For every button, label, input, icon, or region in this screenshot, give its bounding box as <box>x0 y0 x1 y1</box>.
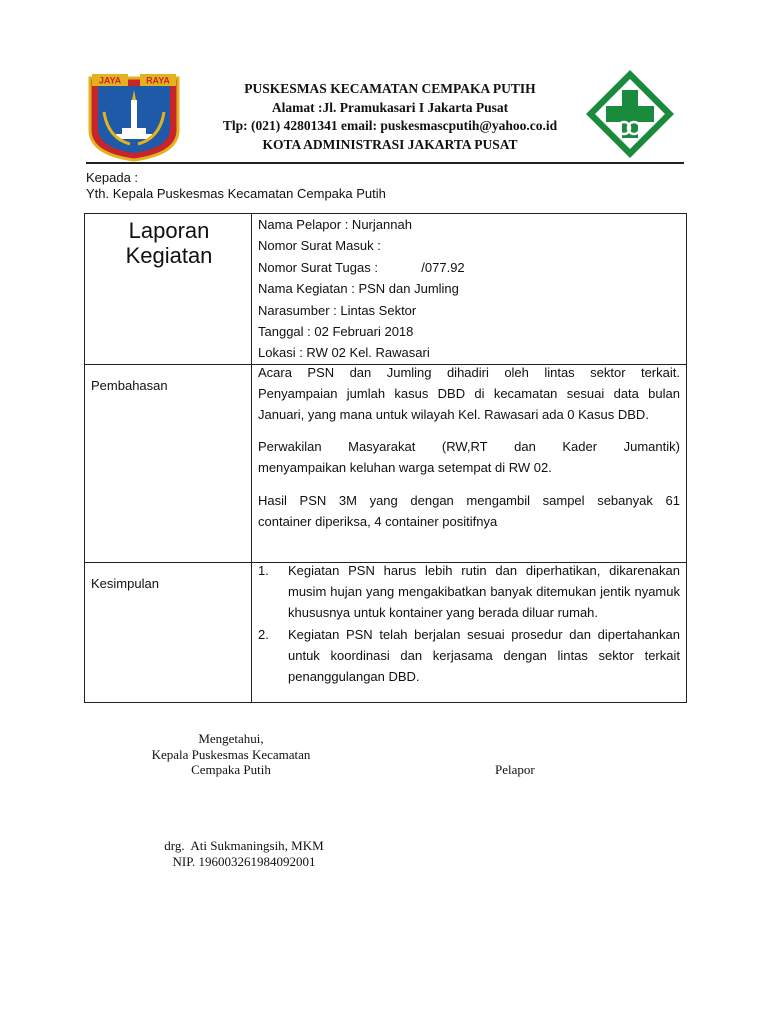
approver-nip: NIP. 196003261984092001 <box>172 853 316 869</box>
addressee-label: Kepada : <box>86 170 139 185</box>
word: 61 <box>665 493 680 508</box>
report-title-line1: Laporan <box>128 218 210 243</box>
info-assignment-letter: Nomor Surat Tugas : /077.92 <box>258 259 465 275</box>
addressee <box>86 170 386 202</box>
list-item-number: 2. <box>258 626 269 642</box>
justified-line <box>258 490 680 511</box>
word: 3M <box>338 493 357 508</box>
letterhead-city: KOTA ADMINISTRASI JAKARTA PUSAT <box>262 136 518 152</box>
word: PSN <box>307 365 335 380</box>
logo-text-raya: RAYA <box>146 75 170 86</box>
word: sektor <box>590 365 626 380</box>
list-item-text: Kegiatan PSN telah berjalan sesuai prosedur dan dipertahankan untuk koordinasi dan kerjasama dengan lintas sektor terkait penanggulangan DBD. <box>288 626 680 685</box>
justified-line <box>258 362 680 383</box>
info-incoming-letter: Nomor Surat Masuk : <box>258 238 381 254</box>
word: sebanyak <box>597 493 653 508</box>
paragraph-text: container diperiksa, 4 container positifnya <box>258 514 498 529</box>
info-speaker: Narasumber : Lintas Sektor <box>258 302 417 318</box>
paragraph-text: Penyampaian jumlah kasus DBD di kecamatan sesuai data bulan Januari, yang mana untuk wilayah Kel. Rawasari ada 0 Kasus DBD. <box>258 386 680 422</box>
header-divider <box>86 162 684 164</box>
jakarta-emblem-logo <box>86 72 182 162</box>
letterhead-address: Alamat :Jl. Pramukasari I Jakarta Pusat <box>271 99 509 115</box>
report-info <box>258 214 465 364</box>
word: dihadiri <box>446 365 489 380</box>
report-title <box>99 218 239 268</box>
word: lintas <box>544 365 575 380</box>
info-location: Lokasi : RW 02 Kel. Rawasari <box>258 345 430 361</box>
word: Acara <box>258 365 292 380</box>
info-activity-name: Nama Kegiatan : PSN dan Jumling <box>258 281 459 297</box>
kesimpulan-list <box>258 560 680 687</box>
word: oleh <box>504 365 529 380</box>
report-title-line2: Kegiatan <box>125 243 213 268</box>
report-table <box>84 213 687 703</box>
puskesmas-logo <box>584 68 676 160</box>
approver-title-line2: Cempaka Putih <box>191 762 271 777</box>
letterhead-institution: PUSKESMAS KECAMATAN CEMPAKA PUTIH <box>244 81 536 96</box>
approver-signature <box>144 838 344 869</box>
list-item-number: 1. <box>258 563 269 578</box>
info-date: Tanggal : 02 Februari 2018 <box>258 324 414 340</box>
approver-name: drg. Ati Sukmaningsih, MKM <box>164 838 324 853</box>
word: sampel <box>542 493 585 508</box>
table-column-divider <box>251 214 252 702</box>
pembahasan-paragraph-3 <box>258 490 680 532</box>
approver-title-line1: Kepala Puskesmas Kecamatan <box>151 746 311 762</box>
list-item-text: Kegiatan PSN harus lebih rutin dan diperhatikan, dikarenakan musim hujan yang mengakibatkan banyak ditemukan jentik nyamuk khususnya untuk kontainer yang berada diluar rumah. <box>288 563 680 621</box>
word: PSN <box>299 493 327 508</box>
pembahasan-label: Pembahasan <box>91 378 168 393</box>
word: mengambil <box>466 493 531 508</box>
approver-acknowledged: Mengetahui, <box>198 731 264 746</box>
reporter-signature-label: Pelapor <box>495 762 535 777</box>
word: dan <box>349 365 372 380</box>
word: dan <box>514 439 536 454</box>
letterhead-contact: Tlp: (021) 42801341 email: puskesmascputih@yahoo.co.id <box>222 118 558 133</box>
word: Kader <box>562 439 598 454</box>
word: yang <box>369 493 398 508</box>
word: Jumling <box>386 365 432 380</box>
addressee-recipient: Yth. Kepala Puskesmas Kecamatan Cempaka Putih <box>86 186 386 201</box>
info-reporter: Nama Pelapor : Nurjannah <box>258 217 412 232</box>
word: Hasil <box>258 493 287 508</box>
word: terkait. <box>640 365 680 380</box>
word: (RW,RT <box>441 439 488 454</box>
pembahasan-paragraph-2 <box>258 436 680 478</box>
justified-line <box>258 436 680 457</box>
paragraph-text: menyampaikan keluhan warga setempat di RW 02. <box>258 460 552 475</box>
approver-block <box>136 731 326 778</box>
kesimpulan-label: Kesimpulan <box>91 576 159 591</box>
word: Perwakilan <box>258 439 322 454</box>
logo-text-jaya: JAYA <box>98 75 122 86</box>
pembahasan-paragraph-1 <box>258 362 680 425</box>
list-item <box>258 560 680 624</box>
word: Jumantik) <box>623 439 680 454</box>
list-item <box>258 624 680 688</box>
word: Masyarakat <box>348 439 416 454</box>
letterhead <box>170 80 610 154</box>
word: dengan <box>410 493 454 508</box>
